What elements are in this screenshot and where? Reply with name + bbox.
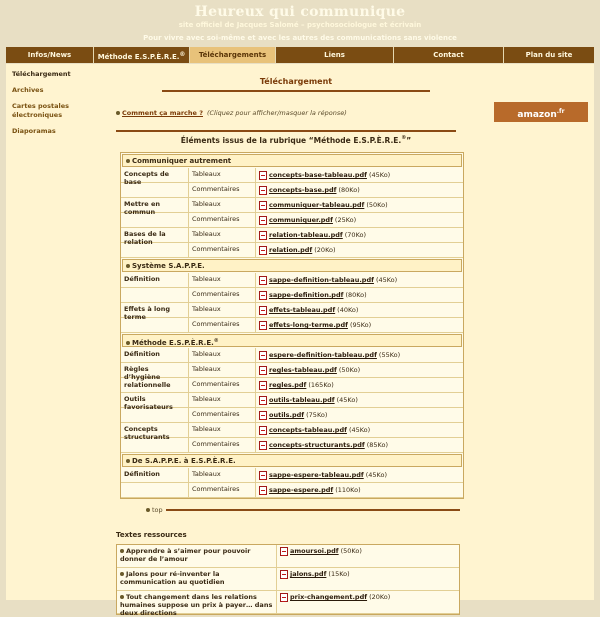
file-cell (256, 228, 463, 242)
table-row (121, 228, 463, 246)
pdf-download-link[interactable]: regles.pdf (269, 381, 307, 389)
bullet-icon (126, 341, 130, 345)
pdf-icon (280, 570, 288, 579)
file-cell (256, 438, 463, 452)
table-row (121, 213, 463, 228)
resource-label (117, 591, 277, 617)
table-row (121, 468, 463, 483)
file-cell (256, 273, 463, 287)
pdf-download-link[interactable]: relation.pdf (269, 246, 313, 254)
row-type: Commentaires (189, 483, 256, 497)
file-cell (256, 183, 463, 197)
pdf-icon (259, 351, 267, 360)
site-header (0, 0, 600, 45)
section-header (122, 259, 462, 272)
pdf-icon (259, 471, 267, 480)
row-label-cell (121, 213, 189, 227)
nav-item-plan[interactable] (504, 47, 594, 63)
site-title: Heureux qui communique (194, 4, 406, 20)
file-cell (256, 198, 463, 212)
table-row (121, 483, 463, 498)
pdf-download-link[interactable]: sappe-definition.pdf (269, 291, 344, 299)
row-type: Tableaux (189, 228, 256, 242)
resource-row (117, 591, 459, 617)
table-row (121, 288, 463, 303)
pdf-download-link[interactable]: concepts-base.pdf (269, 186, 337, 194)
pdf-download-link[interactable]: concepts-structurants.pdf (269, 441, 365, 449)
section-title: Système S.A.P.P.E. (132, 262, 205, 270)
pdf-download-link[interactable]: concepts-tableau.pdf (269, 426, 347, 434)
nav-label: Infos/News (27, 51, 72, 59)
file-size: (165Ko) (308, 381, 334, 389)
title-divider (162, 90, 430, 92)
table-group (121, 348, 463, 363)
top-arrow-icon (146, 508, 150, 512)
downloads-table (120, 152, 464, 499)
sidebar-item-cartes-postales[interactable]: Cartes postales électroniques (12, 102, 69, 119)
row-type: Commentaires (189, 183, 256, 197)
row-label-cell: Concepts structurants (121, 423, 189, 437)
section-header (122, 154, 462, 167)
content-area (6, 64, 594, 617)
sidebar (12, 70, 104, 143)
file-size: (80Ko) (345, 291, 367, 299)
section-header (122, 454, 462, 467)
row-type: Tableaux (189, 303, 256, 317)
row-label-cell (121, 183, 189, 197)
pdf-icon (259, 171, 267, 180)
howto-divider (116, 130, 456, 132)
amazon-banner[interactable] (494, 102, 588, 122)
bullet-icon (120, 572, 124, 576)
row-label-cell (121, 378, 189, 392)
file-size: (45Ko) (336, 396, 358, 404)
file-size: (75Ko) (306, 411, 328, 419)
table-row (121, 198, 463, 216)
pdf-icon (259, 426, 267, 435)
pdf-icon (259, 201, 267, 210)
file-cell (277, 568, 459, 590)
site-subtitle: site officiel de Jacques Salomé – psychosociologue et écrivain (178, 21, 422, 29)
row-type: Commentaires (189, 243, 256, 257)
row-type: Commentaires (189, 288, 256, 302)
pdf-icon (259, 306, 267, 315)
file-cell (256, 468, 463, 482)
back-to-top-link[interactable] (146, 506, 163, 514)
row-label-cell: Concepts de base (121, 168, 189, 182)
pdf-icon (280, 593, 288, 602)
row-type: Tableaux (189, 363, 256, 377)
table-row (121, 438, 463, 453)
file-size: (45Ko) (348, 426, 371, 434)
row-label-cell (121, 438, 189, 452)
row-label-cell: Définition (121, 468, 189, 482)
row-label-cell (121, 288, 189, 302)
file-size: (70Ko) (344, 231, 367, 239)
registered-mark: ® (213, 338, 219, 344)
section-title: De S.A.P.P.E. à E.S.P.È.R.E. (132, 457, 236, 465)
sidebar-item-diaporamas[interactable]: Diaporamas (12, 127, 56, 135)
table-row (121, 318, 463, 333)
nav-label: Plan du site (525, 51, 573, 59)
pdf-icon (259, 441, 267, 450)
table-group (121, 303, 463, 333)
resource-label (117, 545, 277, 567)
file-size: (45Ko) (365, 471, 387, 479)
howto-link[interactable]: Comment ça marche ? (122, 109, 203, 117)
pdf-icon (259, 321, 267, 330)
pdf-download-link[interactable]: sappe-espere-tableau.pdf (269, 471, 364, 479)
amazon-tld: .fr (556, 108, 565, 115)
resource-row (117, 568, 459, 591)
file-size: (110Ko) (335, 486, 361, 494)
file-size: (20Ko) (314, 246, 336, 254)
pdf-download-link[interactable]: relation-tableau.pdf (269, 231, 343, 239)
nav-item-contact[interactable] (394, 47, 504, 63)
row-type: Tableaux (189, 198, 256, 212)
downloads-table-title (116, 135, 476, 145)
pdf-download-link[interactable]: effets-tableau.pdf (269, 306, 336, 314)
table-group (121, 393, 463, 423)
row-type: Tableaux (189, 468, 256, 482)
file-cell (256, 243, 463, 257)
file-size: (55Ko) (378, 351, 401, 359)
row-label-cell (121, 318, 189, 332)
site-tagline: Pour vivre avec soi-même et avec les autres des communications sans violence (143, 34, 457, 42)
file-size: (45Ko) (375, 276, 398, 284)
nav-item-methode[interactable] (94, 47, 190, 63)
file-size: (50Ko) (338, 366, 361, 374)
pdf-icon (259, 276, 267, 285)
file-cell (256, 303, 463, 317)
section-title: Communiquer autrement (132, 157, 232, 165)
row-label-cell: Outils favorisateurs (121, 393, 189, 407)
pdf-download-link[interactable]: outils.pdf (269, 411, 305, 419)
file-cell (256, 363, 463, 377)
row-label-cell: Effets à long terme (121, 303, 189, 317)
resource-label-text: Jalons pour ré-inventer la communication au quotidien (120, 570, 225, 586)
table-title-text: Éléments issus de la rubrique “Méthode E.S.P.È.R.E. (180, 135, 402, 145)
nav-label: Contact (433, 51, 464, 59)
pdf-download-link[interactable]: sappe-espere.pdf (269, 486, 334, 494)
table-row (121, 273, 463, 288)
pdf-download-link[interactable]: effets-long-terme.pdf (269, 321, 348, 329)
amazon-label: amazon (517, 110, 557, 120)
section-title: Méthode E.S.P.È.R.E. (132, 339, 214, 348)
row-label-cell (121, 243, 189, 257)
resource-label-text: Apprendre à s’aimer pour pouvoir donner de l’amour (120, 547, 251, 563)
howto-line (116, 109, 476, 117)
pdf-icon (259, 396, 267, 405)
table-row (121, 168, 463, 186)
resource-row (117, 545, 459, 568)
sidebar-item-archives[interactable]: Archives (12, 86, 44, 94)
row-type: Tableaux (189, 273, 256, 287)
table-group (121, 468, 463, 498)
bullet-icon (120, 595, 124, 599)
file-cell (256, 213, 463, 227)
resource-label (117, 568, 277, 590)
nav-item-liens[interactable] (276, 47, 394, 63)
nav-item-telechargements[interactable] (190, 47, 276, 63)
row-label-cell (121, 408, 189, 422)
file-size: (20Ko) (369, 593, 391, 601)
file-cell (256, 288, 463, 302)
pdf-download-link[interactable]: prix-changement.pdf (290, 593, 368, 601)
file-cell (256, 393, 463, 407)
pdf-download-link[interactable]: communiquer-tableau.pdf (269, 201, 365, 209)
pdf-icon (259, 186, 267, 195)
row-type: Commentaires (189, 438, 256, 452)
nav-label: Méthode E.S.P.È.R.E. (97, 53, 180, 62)
pdf-icon (259, 381, 267, 390)
table-group (121, 273, 463, 303)
nav-item-infos[interactable] (6, 47, 94, 63)
row-label-cell: Définition (121, 348, 189, 362)
file-size: (15Ko) (328, 570, 350, 578)
pdf-icon (259, 246, 267, 255)
pdf-download-link[interactable]: sappe-definition-tableau.pdf (269, 276, 374, 284)
resources-title: Textes ressources (116, 531, 187, 539)
row-label-cell: Bases de la relation (121, 228, 189, 242)
file-size: (40Ko) (337, 306, 359, 314)
top-divider (166, 509, 460, 511)
table-row (121, 183, 463, 198)
row-type: Tableaux (189, 348, 256, 362)
howto-note: (Cliquez pour afficher/masquer la réponse) (206, 109, 347, 117)
bullet-icon (120, 549, 124, 553)
pdf-icon (259, 216, 267, 225)
bullet-icon (126, 159, 130, 163)
table-title-end: ” (406, 135, 412, 145)
main-nav (6, 47, 594, 63)
pdf-download-link[interactable]: jalons.pdf (290, 570, 327, 578)
table-group (121, 168, 463, 198)
table-group (121, 423, 463, 453)
nav-label: Téléchargements (198, 51, 267, 59)
row-type: Commentaires (189, 378, 256, 392)
top-link-label: top (152, 506, 163, 514)
file-cell (256, 483, 463, 497)
row-type: Tableaux (189, 393, 256, 407)
registered-mark: ® (401, 135, 407, 141)
row-type: Commentaires (189, 318, 256, 332)
file-size: (25Ko) (334, 216, 357, 224)
file-cell (256, 168, 463, 182)
registered-mark: ® (179, 52, 186, 58)
pdf-icon (259, 486, 267, 495)
file-size: (80Ko) (338, 186, 360, 194)
file-cell (277, 545, 459, 567)
table-row (121, 408, 463, 423)
row-label-cell: Définition (121, 273, 189, 287)
pdf-icon (280, 547, 288, 556)
table-row (121, 243, 463, 258)
page-title: Téléchargement (259, 77, 333, 86)
row-label-cell (121, 483, 189, 497)
pdf-download-link[interactable]: amoursoi.pdf (290, 547, 339, 555)
main-content (116, 64, 476, 617)
sidebar-item-telechargement[interactable]: Téléchargement (12, 70, 71, 78)
row-type: Tableaux (189, 423, 256, 437)
pdf-icon (259, 231, 267, 240)
pdf-download-link[interactable]: communiquer.pdf (269, 216, 333, 224)
table-row (121, 378, 463, 393)
table-group (121, 228, 463, 258)
row-type: Commentaires (189, 213, 256, 227)
table-row (121, 348, 463, 363)
file-size: (95Ko) (349, 321, 372, 329)
file-size: (50Ko) (340, 547, 362, 555)
resource-label-text: Tout changement dans les relations humaines suppose un prix à payer… dans deux directions (120, 593, 273, 617)
nav-label: Liens (324, 51, 345, 59)
file-cell (256, 348, 463, 362)
bullet-icon (126, 264, 130, 268)
pdf-icon (259, 291, 267, 300)
file-cell (256, 423, 463, 437)
file-cell (256, 378, 463, 392)
row-label-cell: Règles d’hygiène relationnelle (121, 363, 189, 377)
file-size: (85Ko) (366, 441, 388, 449)
bullet-icon (126, 459, 130, 463)
file-size: (45Ko) (368, 171, 391, 179)
pdf-download-link[interactable]: outils-tableau.pdf (269, 396, 335, 404)
pdf-download-link[interactable]: espere-definition-tableau.pdf (269, 351, 377, 359)
pdf-download-link[interactable]: regles-tableau.pdf (269, 366, 337, 374)
file-cell (277, 591, 459, 613)
row-type: Commentaires (189, 408, 256, 422)
pdf-download-link[interactable]: concepts-base-tableau.pdf (269, 171, 367, 179)
file-size: (50Ko) (366, 201, 388, 209)
bullet-icon (116, 111, 120, 115)
pdf-icon (259, 411, 267, 420)
pdf-icon (259, 366, 267, 375)
resources-table (116, 544, 460, 615)
table-row (121, 303, 463, 321)
row-type: Tableaux (189, 168, 256, 182)
row-label-cell: Mettre en commun (121, 198, 189, 212)
file-cell (256, 318, 463, 332)
file-cell (256, 408, 463, 422)
table-group (121, 363, 463, 393)
section-header (122, 334, 462, 347)
table-row (121, 423, 463, 441)
table-row (121, 393, 463, 411)
table-group (121, 198, 463, 228)
